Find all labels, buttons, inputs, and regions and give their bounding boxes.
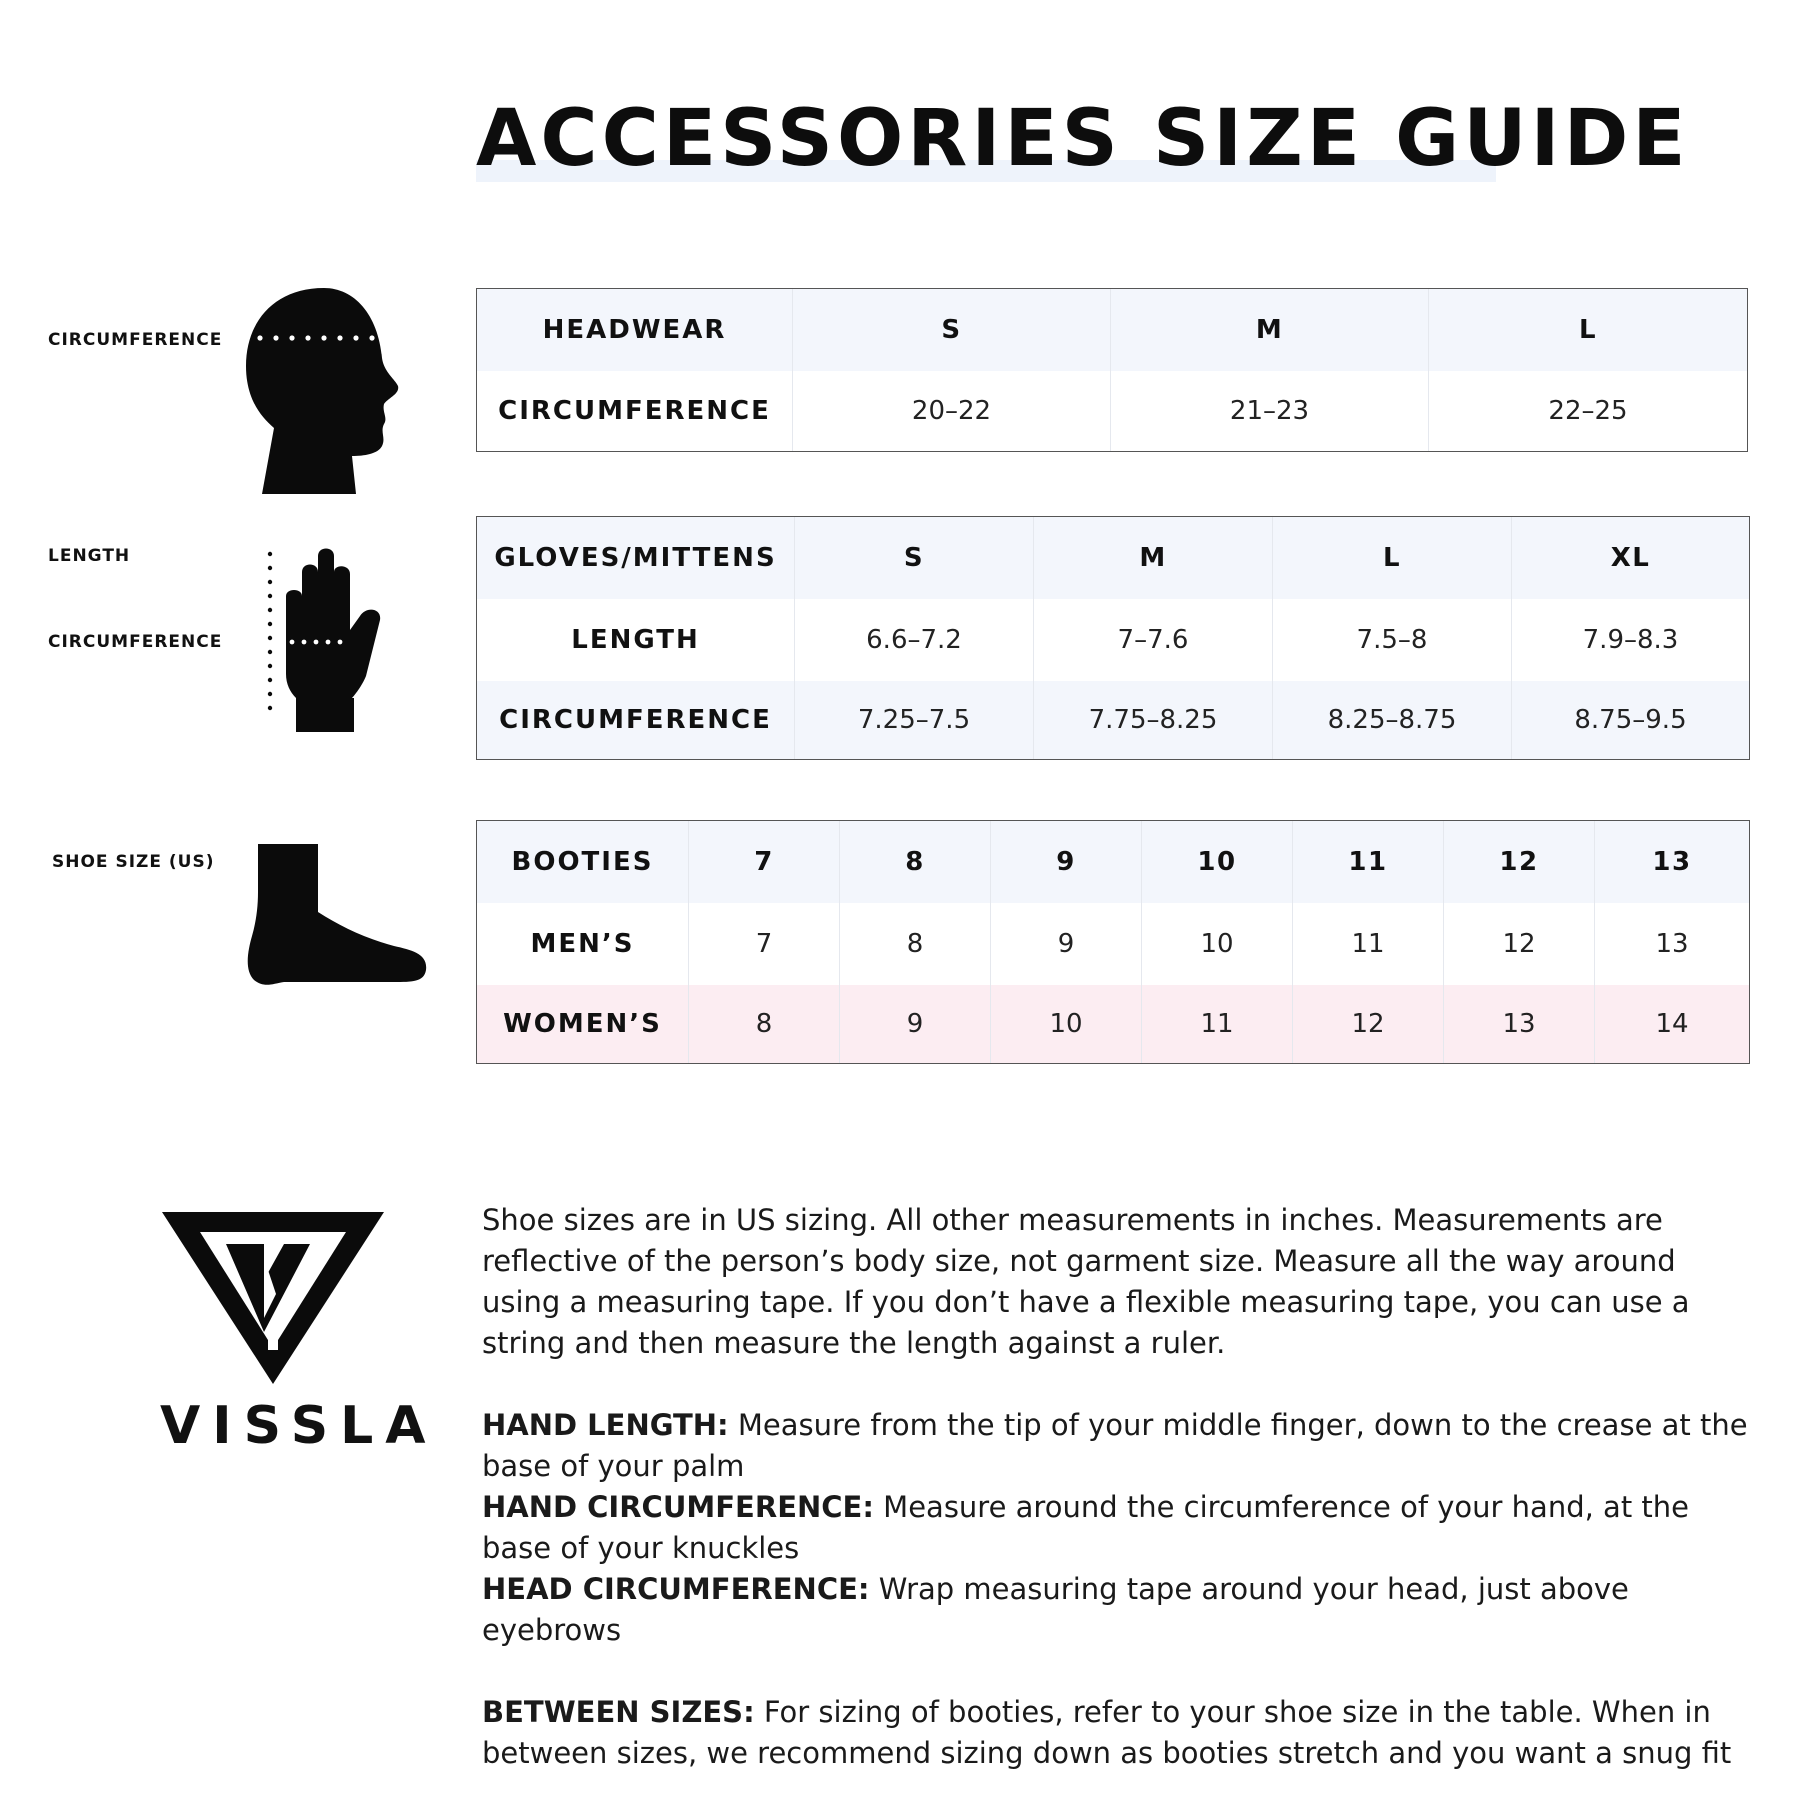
- headwear-size-l: L: [1429, 289, 1747, 371]
- gloves-size-m: M: [1034, 517, 1273, 599]
- table-cell: 13: [1655, 929, 1689, 959]
- table-cell: 12: [1444, 903, 1595, 985]
- table-cell: 11: [1142, 985, 1293, 1063]
- booties-size: 13: [1595, 821, 1749, 903]
- notes-between-sizes: [482, 1692, 1752, 1774]
- table-cell: 7.9–8.3: [1582, 625, 1679, 655]
- notes-between-sizes-text: For sizing of booties, refer to your shoe size in the table. When in between sizes, we recommend sizing down as booties stretch and you want a snug fit: [482, 1695, 1732, 1770]
- booties-size: 10: [1142, 821, 1293, 903]
- headwear-header-label: HEADWEAR: [477, 289, 793, 371]
- notes-hand-circumference-text: Measure around the circumference of your hand, at the base of your knuckles: [482, 1490, 1689, 1565]
- table-cell: 10: [1142, 903, 1293, 985]
- table-cell: 6.6–7.2: [795, 599, 1034, 681]
- notes-head-circumference-text: Wrap measuring tape around your head, just above eyebrows: [482, 1572, 1629, 1647]
- page-title: ACCESSORIES SIZE GUIDE: [476, 94, 1690, 184]
- notes-hand-length-label: HAND LENGTH:: [482, 1408, 729, 1442]
- notes-hand-circumference-label: HAND CIRCUMFERENCE:: [482, 1490, 874, 1524]
- booties-size: 12: [1444, 821, 1595, 903]
- table-cell: 21–23: [1111, 371, 1429, 451]
- table-cell: 7.75–8.25: [1034, 681, 1273, 759]
- headwear-size-s: S: [793, 289, 1111, 371]
- headwear-size-m: M: [1111, 289, 1429, 371]
- gloves-table: [476, 516, 1750, 760]
- table-cell: 12: [1293, 985, 1444, 1063]
- hand-silhouette-icon: [262, 546, 392, 736]
- foot-silhouette-icon: [244, 842, 428, 988]
- notes-spacer: [482, 1364, 1752, 1405]
- booties-size: 7: [689, 821, 840, 903]
- table-cell: 7.5–8: [1273, 599, 1512, 681]
- notes-spacer: [482, 1651, 1752, 1692]
- gloves-row-label: LENGTH: [477, 599, 795, 681]
- table-cell: 9: [991, 903, 1142, 985]
- head-silhouette-icon: [244, 286, 414, 496]
- notes-hand-length: [482, 1405, 1752, 1487]
- table-cell: 7.25–7.5: [795, 681, 1034, 759]
- notes-head-circumference: [482, 1569, 1752, 1651]
- hand-circumference-label: CIRCUMFERENCE: [48, 632, 223, 652]
- notes-hand-length-text: Measure from the tip of your middle finger, down to the crease at the base of your palm: [482, 1408, 1748, 1483]
- gloves-header-label: GLOVES/MITTENS: [477, 517, 795, 599]
- table-cell: 8.75–9.5: [1512, 681, 1749, 759]
- gloves-row-label: CIRCUMFERENCE: [477, 681, 795, 759]
- vissla-triangle-logo-icon: [160, 1210, 386, 1386]
- table-cell: 7–7.6: [1034, 599, 1273, 681]
- table-cell: 20–22: [793, 371, 1111, 451]
- notes-hand-circumference: [482, 1487, 1752, 1569]
- booties-header-label: BOOTIES: [477, 821, 689, 903]
- notes-head-circumference-label: HEAD CIRCUMFERENCE:: [482, 1572, 870, 1606]
- table-cell: 22–25: [1548, 396, 1628, 426]
- gloves-size-xl: XL: [1512, 517, 1749, 599]
- table-cell: 7: [689, 903, 840, 985]
- vissla-wordmark: VISSLA: [160, 1396, 438, 1456]
- booties-row-label: MEN’S: [477, 903, 689, 985]
- gloves-size-s: S: [795, 517, 1034, 599]
- table-cell: 8.25–8.75: [1273, 681, 1512, 759]
- booties-row-label: WOMEN’S: [477, 985, 689, 1063]
- shoe-size-label: SHOE SIZE (US): [52, 852, 215, 872]
- table-cell: 13: [1444, 985, 1595, 1063]
- booties-size: 8: [840, 821, 991, 903]
- sizing-notes: [482, 1200, 1752, 1774]
- notes-intro: Shoe sizes are in US sizing. All other measurements in inches. Measurements are reflective of the person’s body size, not garment size. Measure all the way around using a measuring tape. If you don’t have a flexible measuring tape, you can use a string and then measure the length against a ruler.: [482, 1203, 1690, 1360]
- head-circumference-label: CIRCUMFERENCE: [48, 330, 223, 350]
- booties-size: 11: [1293, 821, 1444, 903]
- table-cell: 8: [840, 903, 991, 985]
- booties-table: [476, 820, 1750, 1064]
- table-cell: 14: [1595, 985, 1749, 1063]
- table-cell: 11: [1293, 903, 1444, 985]
- table-cell: 8: [689, 985, 840, 1063]
- headwear-row-label: CIRCUMFERENCE: [477, 371, 793, 451]
- table-cell: 9: [840, 985, 991, 1063]
- gloves-size-l: L: [1273, 517, 1512, 599]
- booties-size: 9: [991, 821, 1142, 903]
- table-cell: 10: [991, 985, 1142, 1063]
- headwear-table: [476, 288, 1748, 452]
- hand-length-label: LENGTH: [48, 546, 131, 566]
- notes-between-sizes-label: BETWEEN SIZES:: [482, 1695, 755, 1729]
